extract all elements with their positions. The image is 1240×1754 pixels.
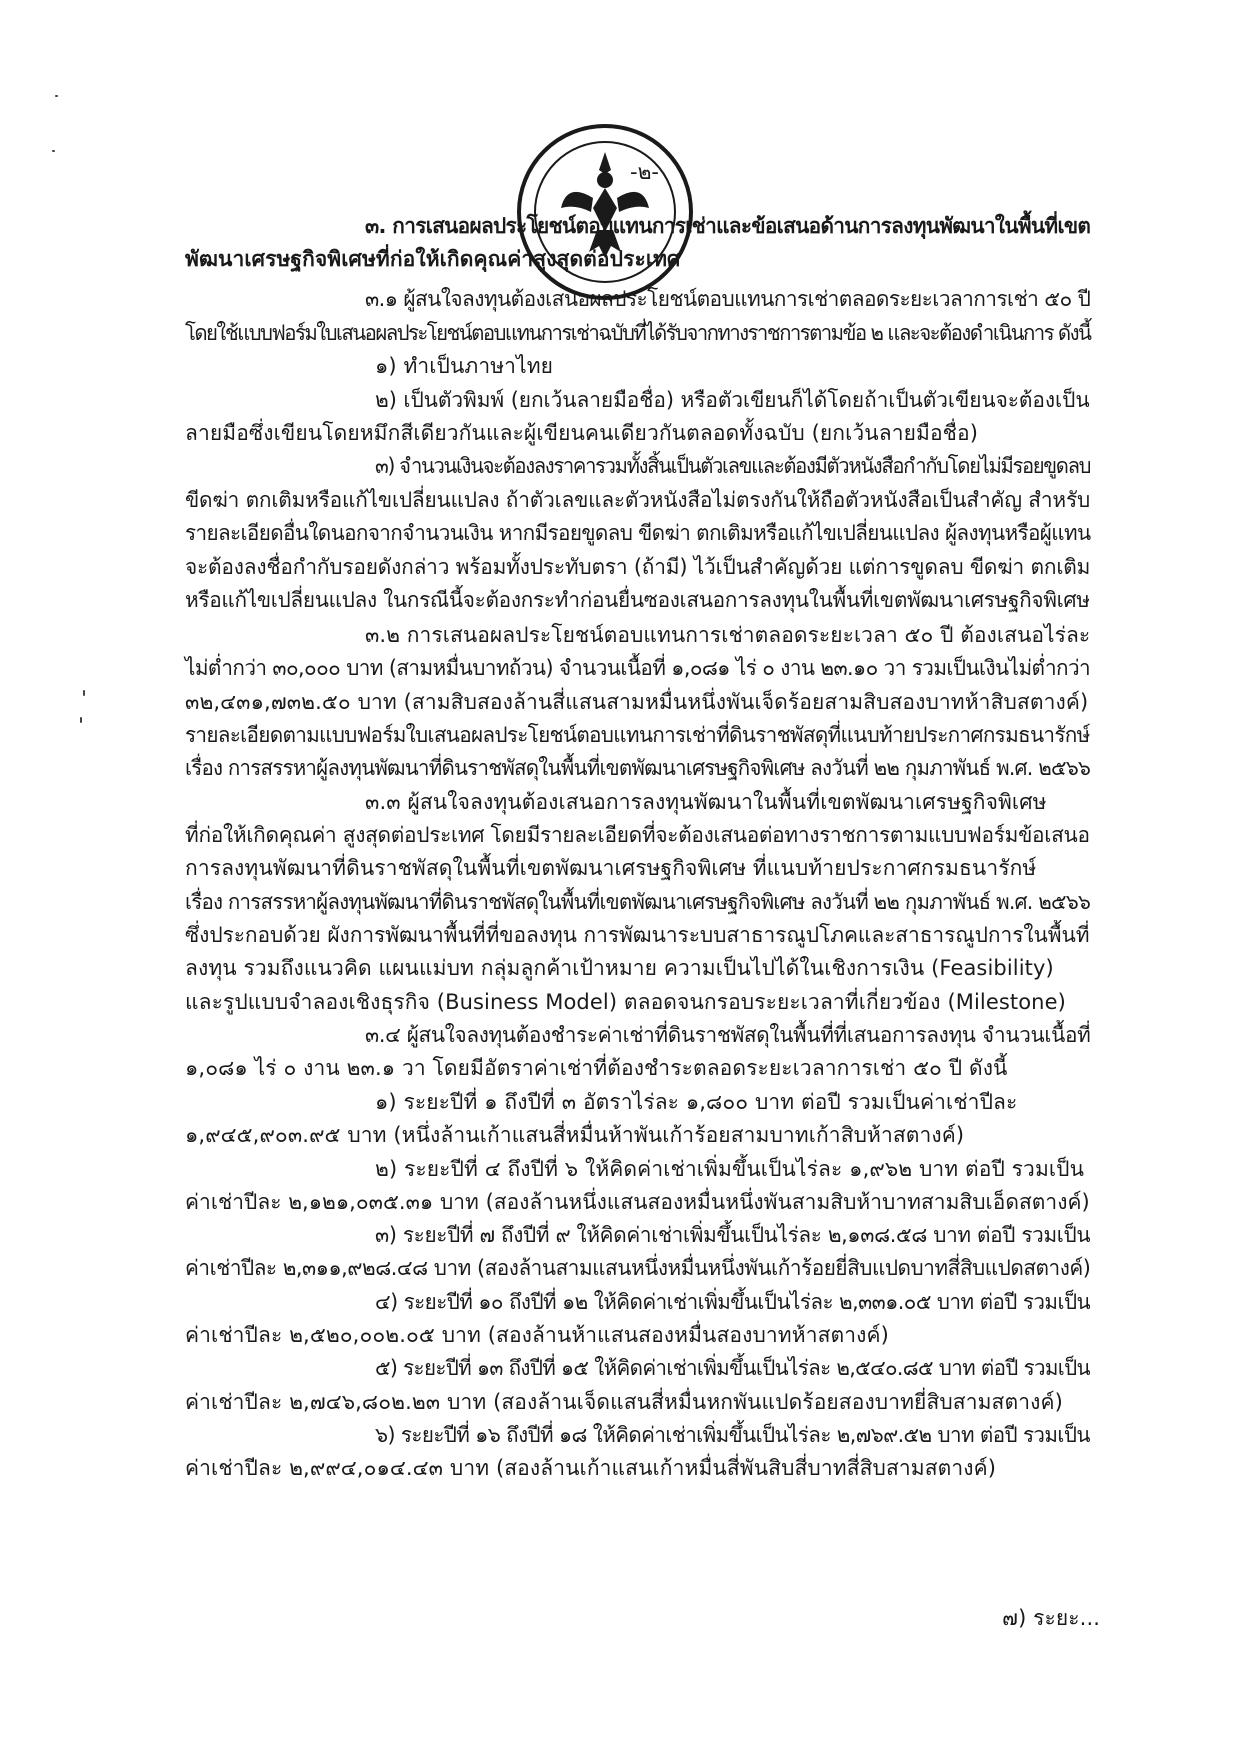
body-text-line: ๓.๒ การเสนอผลประโยชน์ตอบแทนการเช่าตลอดระยะเวลา ๕๐ ปี ต้องเสนอไร่ละ — [365, 623, 1091, 647]
body-text-line: ๕) ระยะปีที่ ๑๓ ถึงปีที่ ๑๕ ให้คิดค่าเช่าเพิ่มขึ้นเป็นไร่ละ ๒,๕๔๐.๘๕ บาท ต่อปี รวมเป็น — [375, 1356, 1090, 1380]
body-text-line: ซึ่งประกอบด้วย ผังการพัฒนาพื้นที่ที่ขอลงทุน การพัฒนาระบบสาธารณูปโภคและสาธารณูปการในพื้นที่ — [185, 923, 1090, 947]
body-text-line: ๑) ทำเป็นภาษาไทย — [375, 354, 554, 378]
body-text-line: ๓.๔ ผู้สนใจลงทุนต้องชำระค่าเช่าที่ดินราชพัสดุในพื้นที่ที่เสนอการลงทุน จำนวนเนื้อที่ — [365, 1023, 1091, 1047]
body-text-line: ลายมือซึ่งเขียนโดยหมึกสีเดียวกันและผู้เขียนคนเดียวกันตลอดทั้งฉบับ (ยกเว้นลายมือชื่อ) — [185, 421, 979, 445]
body-text-line: รายละเอียดตามแบบฟอร์มใบเสนอผลประโยชน์ตอบแทนการเช่าที่ดินราชพัสดุที่แนบท้ายประกาศกรมธนารักษ์ — [185, 723, 1090, 747]
continuation-text: ๗) ระยะ... — [1002, 1606, 1100, 1630]
body-text-line: ๓๒,๔๓๑,๗๓๒.๕๐ บาท (สามสิบสองล้านสี่แสนสามหมื่นหนึ่งพันเจ็ดร้อยสามสิบสองบาทห้าสิบสตางค์) — [185, 690, 1089, 714]
body-text-line: ๑) ระยะปีที่ ๑ ถึงปีที่ ๓ อัตราไร่ละ ๑,๘๐๐ บาท ต่อปี รวมเป็นค่าเช่าปีละ — [375, 1090, 1018, 1114]
body-text-line: รายละเอียดอื่นใดนอกจากจำนวนเงิน หากมีรอยขูดลบ ขีดฆ่า ตกเติมหรือแก้ไขเปลี่ยนแปลง ผู้ลงทุนหรือผู้แทน — [185, 521, 1091, 545]
body-text-line: ๓. การเสนอผลประโยชน์ตอบแทนการเช่าและข้อเสนอด้านการลงทุนพัฒนาในพื้นที่เขต — [365, 214, 1091, 238]
body-text-line: ๓.๑ ผู้สนใจลงทุนต้องเสนอผลประโยชน์ตอบแทนการเช่าตลอดระยะเวลาการเช่า ๕๐ ปี — [365, 287, 1091, 311]
scan-speck — [52, 150, 55, 152]
page-number: -๒- — [630, 160, 659, 184]
body-text-line: ๓) จำนวนเงินจะต้องลงราคารวมทั้งสิ้นเป็นตัวเลขและต้องมีตัวหนังสือกำกับโดยไม่มีรอยขูดลบ — [375, 454, 1091, 478]
body-text-line: โดยใช้แบบฟอร์มใบเสนอผลประโยชน์ตอบแทนการเช่าฉบับที่ได้รับจากทางราชการตามข้อ ๒ และจะต้องดำเนินการ ดังนี้ — [185, 321, 1091, 345]
body-text-line: และรูปแบบจำลองเชิงธุรกิจ (Business Model) ตลอดจนกรอบระยะเวลาที่เกี่ยวข้อง (Milestone) — [185, 990, 1066, 1014]
body-text-line: ไม่ต่ำกว่า ๓๐,๐๐๐ บาท (สามหมื่นบาทถ้วน) จำนวนเนื้อที่ ๑,๐๘๑ ไร่ ๐ งาน ๒๓.๑๐ วา รวมเป็นเงินไม่ต่ำกว่า — [185, 656, 1091, 680]
body-text-line: ๒) เป็นตัวพิมพ์ (ยกเว้นลายมือชื่อ) หรือตัวเขียนก็ได้โดยถ้าเป็นตัวเขียนจะต้องเป็น — [375, 388, 1090, 412]
body-text-line: ขีดฆ่า ตกเติมหรือแก้ไขเปลี่ยนแปลง ถ้าตัวเลขและตัวหนังสือไม่ตรงกันให้ถือตัวหนังสือเป็นสำคัญ สำหรับ — [185, 488, 1090, 512]
body-text-line: ค่าเช่าปีละ ๒,๑๒๑,๐๓๕.๓๑ บาท (สองล้านหนึ่งแสนสองหมื่นหนึ่งพันสามสิบห้าบาทสามสิบเอ็ดสตางค์) — [185, 1190, 1090, 1214]
body-text-line: จะต้องลงชื่อกำกับรอยดังกล่าว พร้อมทั้งประทับตรา (ถ้ามี) ไว้เป็นสำคัญด้วย แต่การขูดลบ ขีดฆ่า ตกเติม — [185, 555, 1091, 579]
scan-speck — [80, 717, 82, 723]
body-text-line: ลงทุน รวมถึงแนวคิด แผนแม่บท กลุ่มลูกค้าเป้าหมาย ความเป็นไปได้ในเชิงการเงิน (Feasibility) — [185, 956, 1054, 980]
scan-speck — [55, 95, 58, 97]
body-text-line: ๒) ระยะปีที่ ๔ ถึงปีที่ ๖ ให้คิดค่าเช่าเพิ่มขึ้นเป็นไร่ละ ๑,๙๖๒ บาท ต่อปี รวมเป็น — [375, 1157, 1085, 1181]
scan-speck — [83, 690, 85, 696]
body-text-line: ที่ก่อให้เกิดคุณค่า สูงสุดต่อประเทศ โดยมีรายละเอียดที่จะต้องเสนอต่อทางราชการตามแบบฟอร์มข้อเสนอ — [185, 823, 1090, 847]
body-text-line: ๓.๓ ผู้สนใจลงทุนต้องเสนอการลงทุนพัฒนาในพื้นที่เขตพัฒนาเศรษฐกิจพิเศษ — [365, 790, 1047, 814]
body-text-line: ค่าเช่าปีละ ๒,๓๑๑,๙๒๘.๔๘ บาท (สองล้านสามแสนหนึ่งหมื่นหนึ่งพันเก้าร้อยยี่สิบแปดบาทสี่สิบแปดสตางค์) — [185, 1256, 1091, 1280]
body-text-line: ๔) ระยะปีที่ ๑๐ ถึงปีที่ ๑๒ ให้คิดค่าเช่าเพิ่มขึ้นเป็นไร่ละ ๒,๓๓๑.๐๕ บาท ต่อปี รวมเป็น — [375, 1290, 1091, 1314]
body-text-line: เรื่อง การสรรหาผู้ลงทุนพัฒนาที่ดินราชพัสดุในพื้นที่เขตพัฒนาเศรษฐกิจพิเศษ ลงวันที่ ๒๒ กุมภาพันธ์ พ.ศ. ๒๕๖๖ — [185, 890, 1091, 914]
body-text-line: ค่าเช่าปีละ ๒,๕๒๐,๐๐๒.๐๕ บาท (สองล้านห้าแสนสองหมื่นสองบาทห้าสตางค์) — [185, 1323, 889, 1347]
body-text-line: ๓) ระยะปีที่ ๗ ถึงปีที่ ๙ ให้คิดค่าเช่าเพิ่มขึ้นเป็นไร่ละ ๒,๑๓๘.๕๘ บาท ต่อปี รวมเป็น — [375, 1223, 1091, 1247]
body-text-line: ๖) ระยะปีที่ ๑๖ ถึงปีที่ ๑๘ ให้คิดค่าเช่าเพิ่มขึ้นเป็นไร่ละ ๒,๗๖๙.๕๒ บาท ต่อปี รวมเป็น — [375, 1423, 1090, 1447]
body-text-line: ๑,๙๔๕,๙๐๓.๙๕ บาท (หนึ่งล้านเก้าแสนสี่หมื่นห้าพันเก้าร้อยสามบาทเก้าสิบห้าสตางค์) — [185, 1123, 965, 1147]
body-text-line: ๑,๐๘๑ ไร่ ๐ งาน ๒๓.๑ วา โดยมีอัตราค่าเช่าที่ต้องชำระตลอดระยะเวลาการเช่า ๕๐ ปี ดังนี้ — [185, 1056, 1008, 1080]
body-text-line: การลงทุนพัฒนาที่ดินราชพัสดุในพื้นที่เขตพัฒนาเศรษฐกิจพิเศษ ที่แนบท้ายประกาศกรมธนารักษ์ — [185, 856, 1037, 880]
body-text-line: ค่าเช่าปีละ ๒,๗๔๖,๘๐๒.๒๓ บาท (สองล้านเจ็ดแสนสี่หมื่นหกพันแปดร้อยสองบาทยี่สิบสามสตางค์) — [185, 1390, 1063, 1414]
body-text-line: หรือแก้ไขเปลี่ยนแปลง ในกรณีนี้จะต้องกระทำก่อนยื่นซองเสนอการลงทุนในพื้นที่เขตพัฒนาเศรษฐกิจพิเศษ — [185, 588, 1090, 612]
body-text-line: เรื่อง การสรรหาผู้ลงทุนพัฒนาที่ดินราชพัสดุในพื้นที่เขตพัฒนาเศรษฐกิจพิเศษ ลงวันที่ ๒๒ กุมภาพันธ์ พ.ศ. ๒๕๖๖ — [185, 756, 1091, 780]
body-text-line: ค่าเช่าปีละ ๒,๙๙๔,๐๑๔.๔๓ บาท (สองล้านเก้าแสนเก้าหมื่นสี่พันสิบสี่บาทสี่สิบสามสตางค์) — [185, 1456, 997, 1480]
body-text-line: พัฒนาเศรษฐกิจพิเศษที่ก่อให้เกิดคุณค่าสูงสุดต่อประเทศ — [185, 247, 681, 271]
